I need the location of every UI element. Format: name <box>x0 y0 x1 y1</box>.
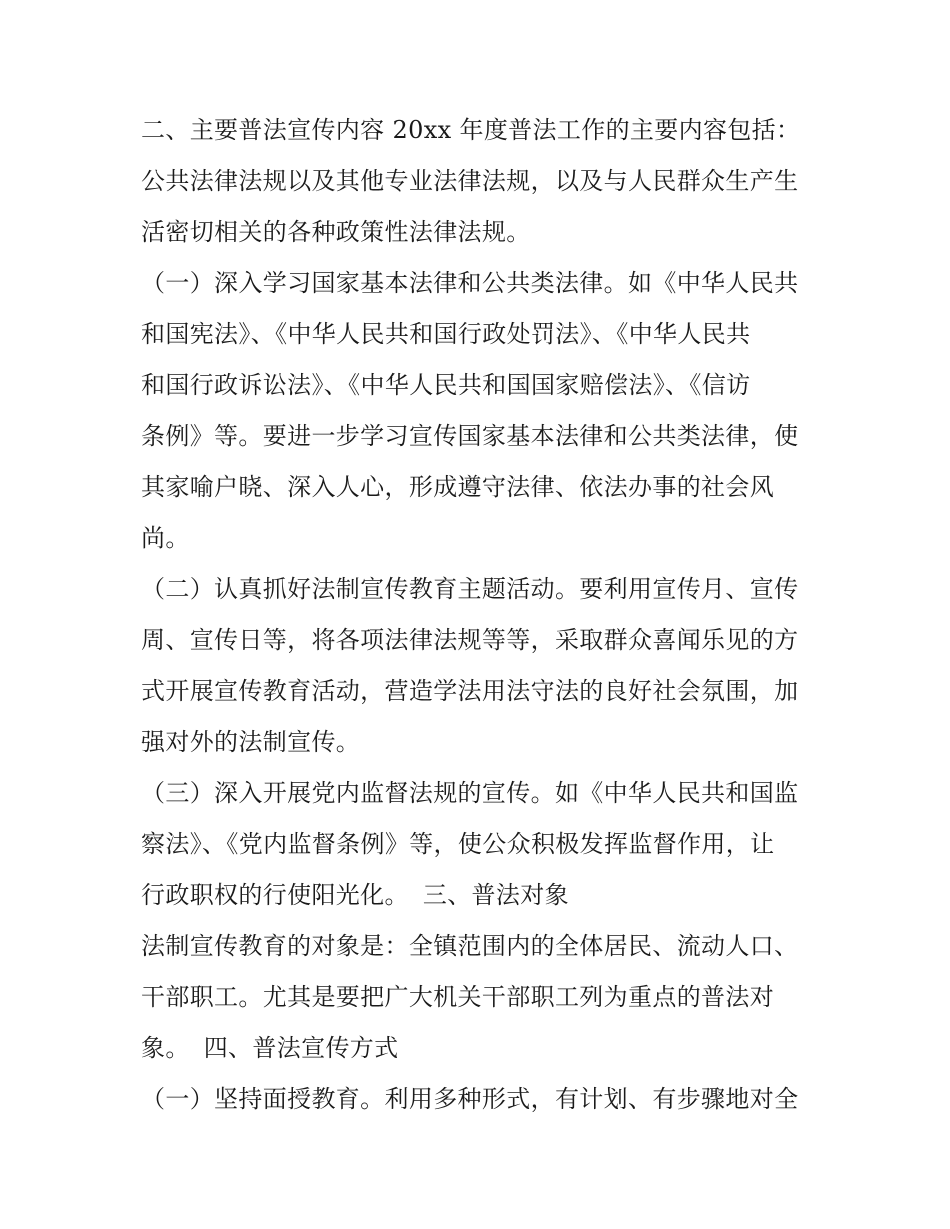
text-line-15: 察法》、《党内监督条例》等，使公众积极发挥监督作用，让 <box>141 830 775 858</box>
text-line-8: 其家喻户晓、深入人心，形成遵守法律、依法办事的社会风 <box>141 473 775 501</box>
text-line-7: 条例》等。要进一步学习宣传国家基本法律和公共类法律，使 <box>141 422 799 450</box>
text-line-11: 周、宣传日等，将各项法律法规等等，采取群众喜闻乐见的方 <box>141 626 799 654</box>
text-line-4: （一）深入学习国家基本法律和公共类法律。如《中华人民共 <box>141 269 799 297</box>
section-heading: 四、普法宣传方式 <box>203 1034 399 1062</box>
text-segment: 行政职权的行使阳光化。 <box>141 881 409 909</box>
text-segment: 象。 <box>141 1034 190 1062</box>
text-line-9: 尚。 <box>141 524 190 552</box>
text-line-19 <box>141 1028 821 1068</box>
text-line-20: （一）坚持面授教育。利用多种形式，有计划、有步骤地对全 <box>141 1085 799 1113</box>
text-line-3: 活密切相关的各种政策性法律法规。 <box>141 218 531 246</box>
text-line-17: 法制宣传教育的对象是：全镇范围内的全体居民、流动人口、 <box>141 932 799 960</box>
text-line-2: 公共法律法规以及其他专业法律法规，以及与人民群众生产生 <box>141 167 799 195</box>
text-line-10: （二）认真抓好法制宣传教育主题活动。要利用宣传月、宣传 <box>141 575 799 603</box>
text-line-12: 式开展宣传教育活动，营造学法用法守法的良好社会氛围，加 <box>141 677 799 705</box>
text-line-16 <box>141 875 821 915</box>
text-line-5: 和国宪法》、《中华人民共和国行政处罚法》、《中华人民共 <box>141 320 751 348</box>
text-line-14: （三）深入开展党内监督法规的宣传。如《中华人民共和国监 <box>141 779 799 807</box>
text-line-13: 强对外的法制宣传。 <box>141 728 361 756</box>
text-line-1: 二、主要普法宣传内容 20xx 年度普法工作的主要内容包括： <box>141 116 801 144</box>
text-line-6: 和国行政诉讼法》、《中华人民共和国国家赔偿法》、《信访 <box>141 371 751 399</box>
section-heading: 三、普法对象 <box>422 881 569 909</box>
text-line-18: 干部职工。尤其是要把广大机关干部职工列为重点的普法对 <box>141 983 775 1011</box>
